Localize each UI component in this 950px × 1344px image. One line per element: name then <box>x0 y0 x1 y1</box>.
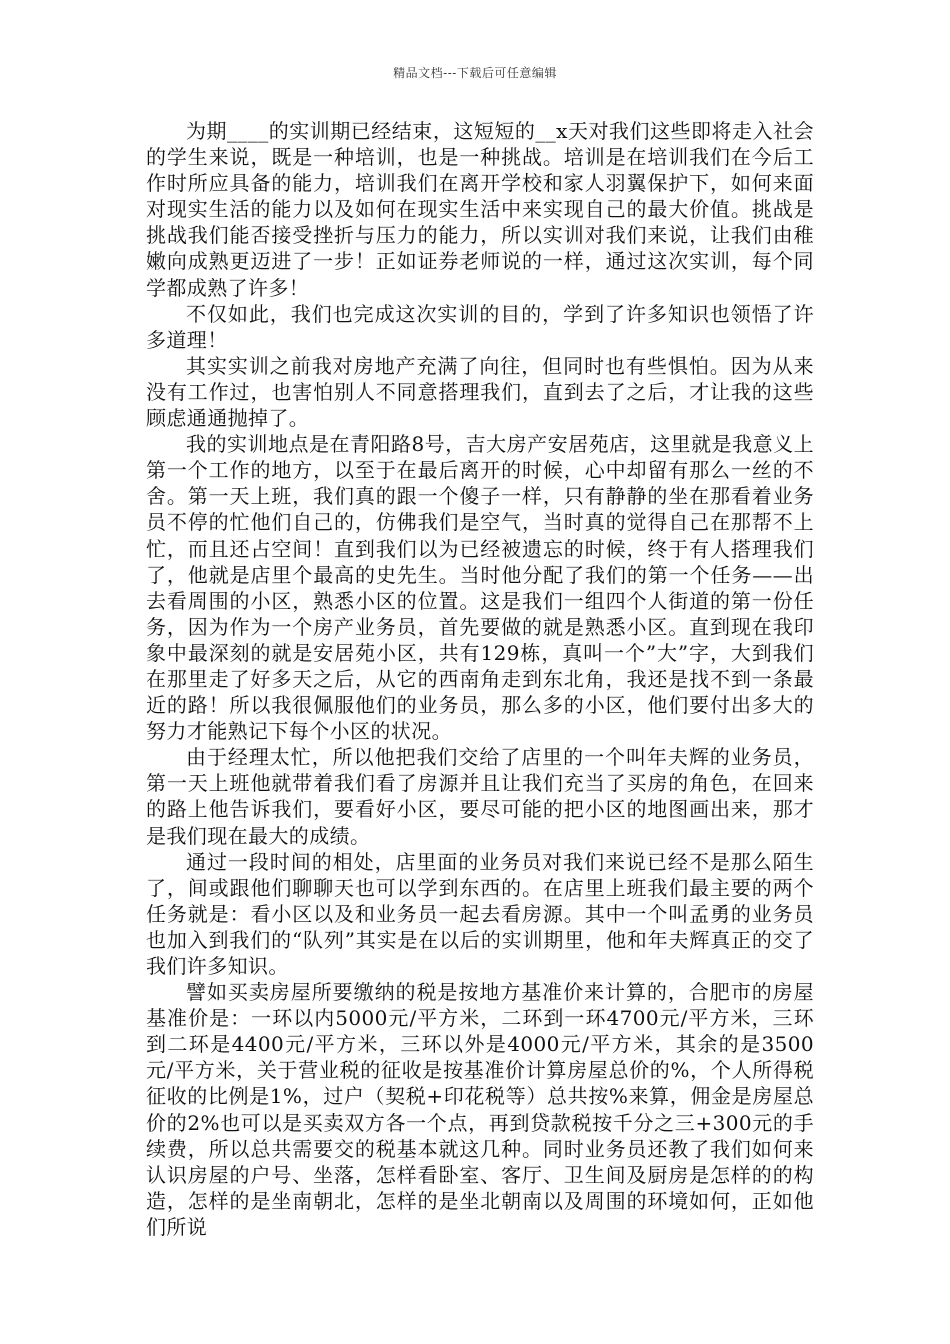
paragraph: 不仅如此，我们也完成这次实训的目的，学到了许多知识也领悟了许多道理！ <box>146 301 814 352</box>
paragraph: 其实实训之前我对房地产充满了向往，但同时也有些惧怕。因为从来没有工作过，也害怕别人不同意搭理我们，直到去了之后，才让我的这些顾虑通通抛掉了。 <box>146 353 814 431</box>
paragraph: 为期____的实训期已经结束，这短短的__x天对我们这些即将走入社会的学生来说，既是一种培训，也是一种挑战。培训是在培训我们在今后工作时所应具备的能力，培训我们在离开学校和家人羽翼保护下，如何来面对现实生活的能力以及如何在现实生活中来实现自己的最大价值。挑战是挑战我们能否接受挫折与压力的能力，所以实训对我们来说，让我们由稚嫩向成熟更迈进了一步！正如证券老师说的一样，通过这次实训，每个同学都成熟了许多！ <box>146 119 814 300</box>
paragraph: 由于经理太忙，所以他把我们交给了店里的一个叫年夫辉的业务员，第一天上班他就带着我们看了房源并且让我们充当了买房的角色，在回来的路上他告诉我们，要看好小区，要尽可能的把小区的地图画出来，那才是我们现在最大的成绩。 <box>146 745 814 848</box>
paragraph: 通过一段时间的相处，店里面的业务员对我们来说已经不是那么陌生了，间或跟他们聊聊天也可以学到东西的。在店里上班我们最主要的两个任务就是：看小区以及和业务员一起去看房源。其中一个叫孟勇的业务员也加入到我们的“队列”其实是在以后的实训期里，他和年夫辉真正的交了我们许多知识。 <box>146 849 814 978</box>
paragraph: 譬如买卖房屋所要缴纳的税是按地方基准价来计算的，合肥市的房屋基准价是：一环以内5000元/平方米，二环到一环4700元/平方米，三环到二环是4400元/平方米，三环以外是4000元/平方米，其余的是3500元/平方米，关于营业税的征收是按基准价计算房屋总价的%，个人所得税征收的比例是1%，过户（契税+印花税等）总共按%来算，佣金是房屋总价的2%也可以是买卖双方各一个点，再到贷款税按千分之三+300元的手续费，所以总共需要交的税基本就这几种。同时业务员还教了我们如何来认识房屋的户号、坐落，怎样看卧室、客厅、卫生间及厨房是怎样的的构造，怎样的是坐南朝北，怎样的是坐北朝南以及周围的环境如何，正如他们所说 <box>146 980 814 1239</box>
paragraph: 我的实训地点是在青阳路8号，吉大房产安居苑店，这里就是我意义上第一个工作的地方，以至于在最后离开的时候，心中却留有那么一丝的不舍。第一天上班，我们真的跟一个傻子一样，只有静静的坐在那看着业务员不停的忙他们自己的，仿佛我们是空气，当时真的觉得自己在那帮不上忙，而且还占空间！直到我们以为已经被遗忘的时候，终于有人搭理我们了，他就是店里个最高的史先生。当时他分配了我们的第一个任务——出去看周围的小区，熟悉小区的位置。这是我们一组四个人街道的第一份任务，因为作为一个房产业务员，首先要做的就是熟悉小区。直到现在我印象中最深刻的就是安居苑小区，共有129栋，真叫一个”大”字，大到我们在那里走了好多天之后，从它的西南角走到东北角，我还是找不到一条最近的路！所以我很佩服他们的业务员，那么多的小区，他们要付出多大的努力才能熟记下每个小区的状况。 <box>146 432 814 744</box>
page-header: 精品文档---下载后可任意编辑 <box>393 66 557 80</box>
document-body <box>146 118 814 1240</box>
